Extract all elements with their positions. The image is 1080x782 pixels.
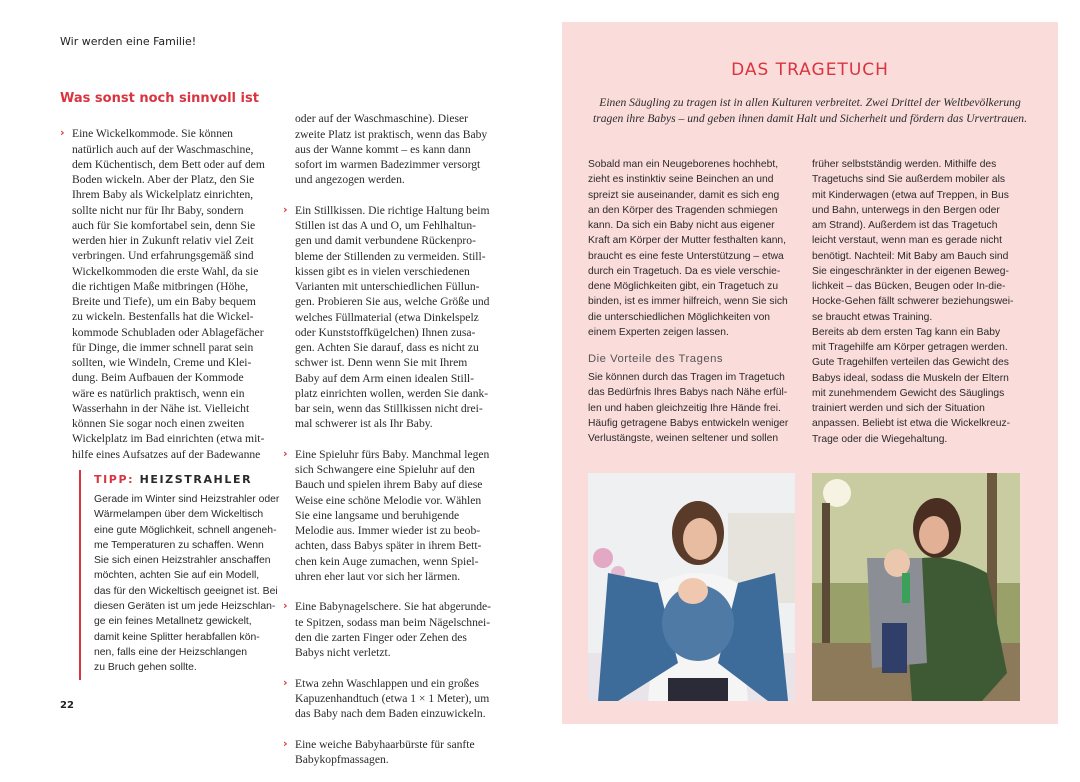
list-item-text: Ein Stillkissen. Die richtige Haltung beim Stillen ist das A und O, um Fehlhaltun- gen und damit verbundene Rückenpro- bleme der Stillenden zu vermeiden. Still- kissen gibt es in vielen verschiedenen Varianten mit unterschiedlichen Füllun- gen. Probieren Sie aus, welche Größe und welches Füllmaterial (etwa Dinkelspelz oder Kunststoffkügelchen) Ihnen zusa- gen. Achten Sie darauf, dass es nicht zu schwer ist. Denn wenn Sie mit Ihrem Baby auf dem Arm einen idealen Still- platz einrichten wollen, werden Sie dank- bar sein, wenn das Stillkissen nicht drei- mal schwerer ist als Ihr Baby. xyxy=(295,203,490,431)
tip-label: TIPP: xyxy=(94,473,135,486)
tip-box xyxy=(79,470,279,680)
sidebar-panel xyxy=(562,22,1058,724)
photo-mother-with-carrier xyxy=(812,473,1020,701)
left-column xyxy=(60,111,280,477)
list-item xyxy=(283,447,498,584)
list-item xyxy=(283,203,498,432)
chevron-bullet-icon: › xyxy=(283,599,288,613)
panel-title: DAS TRAGETUCH xyxy=(731,60,889,80)
tip-heading xyxy=(94,473,279,486)
panel-intro: Einen Säugling zu tragen ist in allen Kulturen verbreitet. Zwei Drittel der Weltbevölkerung tragen ihre Babys – und geben ihnen damit Halt und Sicherheit und fördern das Urvertrauen. xyxy=(593,96,1027,125)
tip-body: Gerade im Winter sind Heizstrahler oder Wärmelampen über dem Wickeltisch eine gute Möglichkeit, schnell angeneh- me Temperaturen zu schaffen. Wenn Sie sich einen Heizstrahler anschaffen möchten, achten Sie auf ein Modell, das für den Wickeltisch geeignet ist. Bei diesen Geräten ist um jede Heizschlan- ge ein feines Metallnetz gewickelt, damit keine Splitter herabfallen kön- nen, falls eine der Heizschlangen zu Bruch gehen sollte. xyxy=(94,494,280,674)
panel-subheading: Die Vorteile des Tragens xyxy=(588,353,724,365)
chevron-bullet-icon: › xyxy=(60,126,65,140)
list-item-text: Etwa zehn Waschlappen und ein großes Kapuzenhandtuch (etwa 1 × 1 Meter), um das Baby nach dem Baden einzuwickeln. xyxy=(295,676,490,720)
running-head: Wir werden eine Familie! xyxy=(60,35,197,48)
page-number: 22 xyxy=(60,700,74,711)
list-item-continued xyxy=(283,111,498,187)
list-item-text: Eine weiche Babyhaarbürste für sanfte Babykopfmassagen. xyxy=(295,737,475,766)
panel-column-2 xyxy=(812,157,1042,447)
chevron-bullet-icon: › xyxy=(283,202,288,216)
paragraph: Sie können durch das Tragen im Tragetuch das Bedürfnis Ihres Babys nach Nähe erfül- len und haben gleichzeitig Ihre Hände frei. Häufig getragene Babys entwickeln weniger Verlustängste, weinen seltener und sollen xyxy=(588,372,789,444)
paragraph: früher selbstständig werden. Mithilfe des Tragetuchs sind Sie außerdem mobiler als mit Kinderwagen (etwa auf Treppen, in Bus und Bahn, unterwegs in den Bergen oder am Strand). Außerdem ist das Tragetuch leicht verstaut, wenn man es gerade nicht benötigt. Nachteil: Mit Baby am Bauch sind Sie eingeschränkter in der eigenen Beweg- lichkeit – das Bücken, Beugen oder In-die- Hocke-Gehen fällt schwerer beziehungswei- se braucht etwas Training. xyxy=(812,159,1014,323)
list-item-text: Eine Wickelkommode. Sie können natürlich auch auf der Waschmaschine, dem Küchentisch, dem Bett oder auf dem Boden wickeln. Aber der Platz, den Sie Ihrem Baby als Wickelplatz einrichten, sollte nicht nur für Ihr Baby, sondern auch für Sie komfortabel sein, denn Sie werden hier in Zukunft relativ viel Zeit verbringen. Und erfahrungsgemäß sind Wickelkommoden die erste Wahl, da sie die richtigen Maße mitbringen (Höhe, Breite und Tiefe), um ein Baby bequem zu wickeln. Bestenfalls hat die Wickel- kommode Schubladen oder Ablagefächer für Dinge, die immer schnell parat sein sollten, wie Windeln, Creme und Klei- dung. Beim Aufbauen der Kommode wäre es natürlich praktisch, wenn ein Wasserhahn in der Nähe ist. Vielleicht können Sie sogar noch einen zweiten Wickelplatz im Bad einrichten (etwa mit- hilfe eines Aufsatzes auf der Badewanne xyxy=(72,127,265,461)
tip-title: HEIZSTRAHLER xyxy=(139,473,253,486)
chevron-bullet-icon: › xyxy=(283,675,288,689)
photo-mother-with-wrap xyxy=(588,473,795,701)
paragraph: Sobald man ein Neugeborenes hochhebt, zieht es instinktiv seine Beinchen an und spreizt sie auseinander, damit es sich eng an den Körper des Tragenden schmiegen kann. Da sich ein Baby nicht aus eigener Kraft am Körper der Mutter festhalten kann, braucht es eine feste Unterstützung – etwa durch ein Tragetuch. Da es viele verschie- dene Möglichkeiten gibt, ein Tragetuch zu binden, ist es immer hilfreich, wenn Sie sich die unterschiedlichen Möglichkeiten von einem Experten zeigen lassen. xyxy=(588,159,788,338)
list-item-text: oder auf der Waschmaschine). Dieser zweite Platz ist praktisch, wenn das Baby aus der Wanne kommt – es kann dann sofort im warmen Badezimmer versorgt und angezogen werden. xyxy=(295,112,488,187)
section-heading: Was sonst noch sinnvoll ist xyxy=(60,91,259,106)
list-item-text: Eine Spieluhr fürs Baby. Manchmal legen sich Schwangere eine Spieluhr auf den Bauch und spielen ihrem Baby auf diese Weise eine schöne Melodie vor. Wählen Sie eine langsame und beruhigende Melodie aus. Immer wieder ist zu beob- achten, dass Babys später in ihrem Bett- chen kein Auge zumachen, wenn Spiel- uhren eher laut vor sich her lärmen. xyxy=(295,447,490,583)
list-item xyxy=(283,737,498,768)
list-item-text: Eine Babynagelschere. Sie hat abgerunde- te Spitzen, sodass man beim Nägelschnei- den die zarten Finger oder Zehen des Babys nicht verletzt. xyxy=(295,600,492,659)
list-item xyxy=(283,599,498,660)
list-item xyxy=(60,126,280,462)
middle-column xyxy=(283,96,498,782)
chevron-bullet-icon: › xyxy=(283,736,288,750)
chevron-bullet-icon: › xyxy=(283,446,288,460)
list-item xyxy=(283,676,498,722)
panel-column-1 xyxy=(588,157,803,446)
paragraph: Bereits ab dem ersten Tag kann ein Baby mit Tragehilfe am Körper getragen werden. Gute Tragehilfen verteilen das Gewicht des Babys ideal, sodass die Muskeln der Eltern mit zunehmendem Gewicht des Säuglings trainiert werden und sich der Situation anpassen. Beliebt ist etwa die Wickelkreuz- Trage oder die Wiegehaltung. xyxy=(812,326,1011,445)
